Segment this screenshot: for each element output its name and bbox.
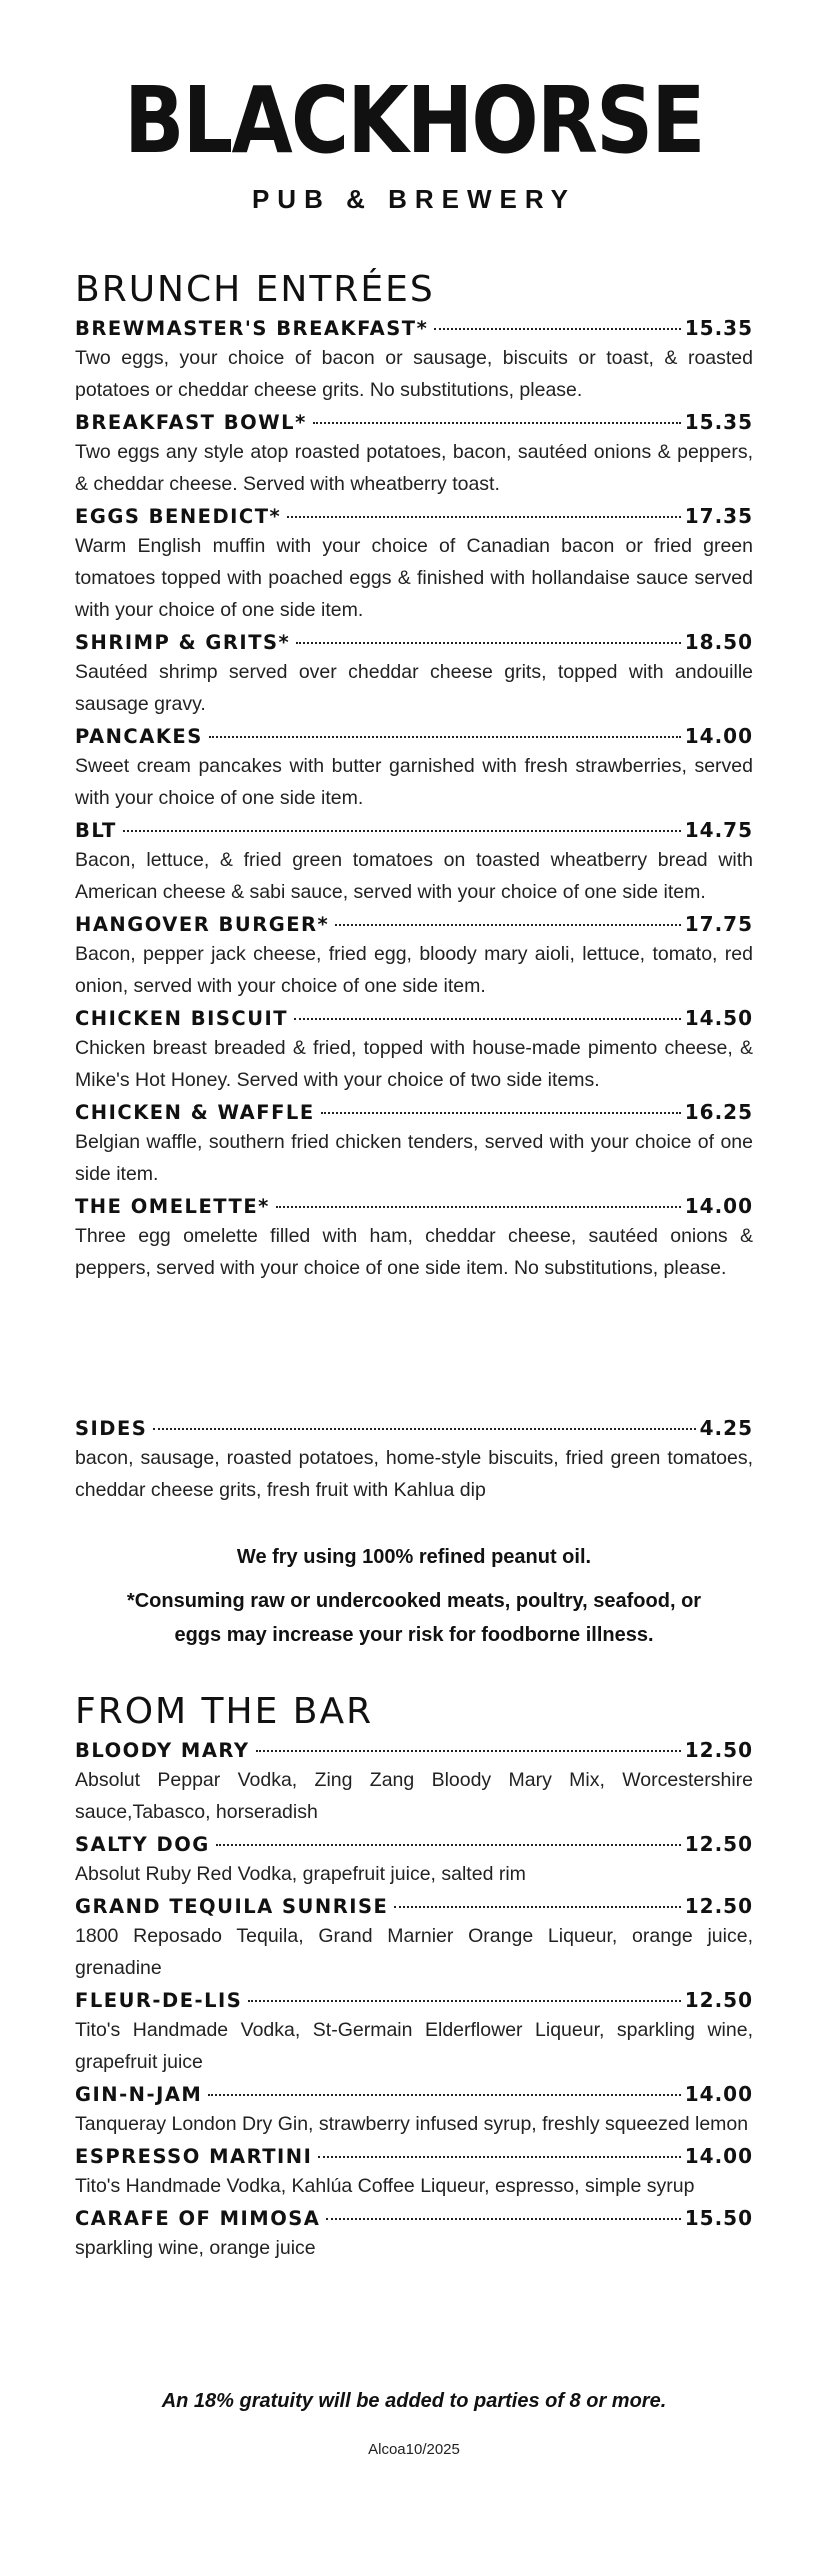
menu-item-name: BREAKFAST BOWL* bbox=[75, 411, 307, 434]
menu-item bbox=[75, 722, 753, 814]
bar-title: FROM THE BAR bbox=[75, 1691, 374, 1732]
menu-item bbox=[75, 2080, 753, 2140]
dot-leader bbox=[287, 516, 680, 518]
menu-item-name: ESPRESSO MARTINI bbox=[75, 2145, 313, 2168]
menu-item bbox=[75, 1192, 753, 1284]
menu-item-header bbox=[75, 1830, 753, 1858]
menu-item-description: Tanqueray London Dry Gin, strawberry infused syrup, freshly squeezed lemon bbox=[75, 2113, 749, 2135]
dot-leader bbox=[434, 328, 680, 330]
menu-item-description: Tito's Handmade Vodka, Kahlúa Coffee Liqueur, espresso, simple syrup bbox=[75, 2175, 695, 2197]
menu-item-price: 15.35 bbox=[684, 410, 753, 434]
sides-price: 4.25 bbox=[699, 1416, 753, 1440]
menu-item bbox=[75, 1892, 753, 1984]
menu-item-price: 14.50 bbox=[684, 1006, 753, 1030]
menu-item-description: Chicken breast breaded & fried, topped with house-made pimento cheese, & Mike's Hot Honey. Served with your choice of two side items. bbox=[75, 1037, 753, 1091]
menu-item-description: Belgian waffle, southern fried chicken tenders, served with your choice of one side item. bbox=[75, 1131, 753, 1185]
dot-leader bbox=[153, 1428, 695, 1430]
dot-leader bbox=[394, 1906, 680, 1908]
menu-item-price: 12.50 bbox=[684, 1832, 753, 1856]
menu-item-name: CHICKEN & WAFFLE bbox=[75, 1101, 315, 1124]
menu-code: Alcoa10/2025 bbox=[368, 2441, 460, 2458]
menu-item bbox=[75, 502, 753, 626]
dot-leader bbox=[296, 642, 681, 644]
menu-item bbox=[75, 816, 753, 908]
menu-item-header bbox=[75, 1004, 753, 1032]
dot-leader bbox=[216, 1844, 681, 1846]
logo-wordmark: BLACKHORSE bbox=[124, 67, 704, 174]
bar-section bbox=[75, 1688, 753, 2266]
menu-item-header bbox=[75, 2080, 753, 2108]
menu-item bbox=[75, 2142, 753, 2202]
footer bbox=[75, 2390, 753, 2458]
menu-item-description: Bacon, pepper jack cheese, fried egg, bloody mary aioli, lettuce, tomato, red onion, served with your choice of one side item. bbox=[75, 943, 753, 997]
menu-item-description: sparkling wine, orange juice bbox=[75, 2237, 316, 2259]
menu-item-description: Sautéed shrimp served over cheddar cheese grits, topped with andouille sausage gravy. bbox=[75, 661, 753, 715]
menu-item-name: GRAND TEQUILA SUNRISE bbox=[75, 1895, 389, 1918]
menu-item-name: FLEUR-DE-LIS bbox=[75, 1989, 243, 2012]
dot-leader bbox=[313, 422, 681, 424]
menu-item-price: 12.50 bbox=[684, 1894, 753, 1918]
brunch-section bbox=[75, 266, 753, 1286]
menu-item-header bbox=[75, 816, 753, 844]
logo-subtitle: PUB & BREWERY bbox=[251, 184, 577, 214]
dot-leader bbox=[335, 924, 680, 926]
dot-leader bbox=[208, 2094, 680, 2096]
menu-item-header bbox=[75, 2204, 753, 2232]
menu-item bbox=[75, 1098, 753, 1190]
menu-item-header bbox=[75, 628, 753, 656]
menu-item-header bbox=[75, 1736, 753, 1764]
dot-leader bbox=[256, 1750, 681, 1752]
notes-section bbox=[75, 1540, 753, 1652]
menu-item-header bbox=[75, 1192, 753, 1220]
dot-leader bbox=[209, 736, 681, 738]
peanut-oil-note: We fry using 100% refined peanut oil. bbox=[236, 1546, 592, 1568]
menu-item-description: Absolut Ruby Red Vodka, grapefruit juice, salted rim bbox=[75, 1863, 526, 1885]
menu-item-price: 17.35 bbox=[684, 504, 753, 528]
menu-item-price: 18.50 bbox=[684, 630, 753, 654]
menu-item-name: BLT bbox=[75, 819, 117, 842]
menu-item-name: EGGS BENEDICT* bbox=[75, 505, 282, 528]
menu-item-name: SHRIMP & GRITS* bbox=[75, 631, 291, 654]
menu-item-header bbox=[75, 722, 753, 750]
sides-header bbox=[75, 1414, 753, 1442]
menu-item bbox=[75, 1736, 753, 1828]
menu-item-description: Bacon, lettuce, & fried green tomatoes on toasted wheatberry bread with American cheese & sabi sauce, served with your choice of one side item. bbox=[75, 849, 753, 903]
bar-item-list bbox=[75, 1736, 753, 2264]
menu-item-name: HANGOVER BURGER* bbox=[75, 913, 330, 936]
menu-item bbox=[75, 628, 753, 720]
dot-leader bbox=[326, 2218, 680, 2220]
menu-item-name: CARAFE OF MIMOSA bbox=[75, 2207, 321, 2230]
menu-item-price: 17.75 bbox=[684, 912, 753, 936]
menu-item-price: 14.75 bbox=[684, 818, 753, 842]
menu-item-description: Tito's Handmade Vodka, St-Germain Elderflower Liqueur, sparkling wine, grapefruit juice bbox=[75, 2019, 753, 2073]
brunch-item-list bbox=[75, 314, 753, 1284]
menu-item-header bbox=[75, 1986, 753, 2014]
menu-item-name: SALTY DOG bbox=[75, 1833, 210, 1856]
dot-leader bbox=[248, 2000, 680, 2002]
sides-name: SIDES bbox=[75, 1417, 148, 1440]
brunch-title: BRUNCH ENTRÉES bbox=[75, 269, 435, 310]
menu-item-header bbox=[75, 1098, 753, 1126]
menu-item-description: 1800 Reposado Tequila, Grand Marnier Orange Liqueur, orange juice, grenadine bbox=[75, 1925, 753, 1979]
menu-item-name: THE OMELETTE* bbox=[75, 1195, 270, 1218]
sides-section bbox=[75, 1414, 753, 1508]
menu-item-name: PANCAKES bbox=[75, 725, 203, 748]
menu-item-name: BREWMASTER'S BREAKFAST* bbox=[75, 317, 429, 340]
menu-item-header bbox=[75, 1892, 753, 1920]
dot-leader bbox=[294, 1018, 681, 1020]
menu-item-description: Three egg omelette filled with ham, cheddar cheese, sautéed onions & peppers, served with your choice of one side item. No substitutions, please. bbox=[75, 1225, 753, 1279]
menu-item-price: 12.50 bbox=[684, 1988, 753, 2012]
consumer-advisory: *Consuming raw or undercooked meats, poultry, seafood, or eggs may increase your risk for foodborne illness. bbox=[126, 1590, 702, 1646]
menu-item bbox=[75, 1830, 753, 1890]
dot-leader bbox=[276, 1206, 681, 1208]
menu-item-price: 14.00 bbox=[684, 1194, 753, 1218]
menu-item-name: CHICKEN BISCUIT bbox=[75, 1007, 289, 1030]
menu-item-name: GIN-N-JAM bbox=[75, 2083, 203, 2106]
menu-item bbox=[75, 408, 753, 500]
menu-item-description: Absolut Peppar Vodka, Zing Zang Bloody Mary Mix, Worcestershire sauce,Tabasco, horseradish bbox=[75, 1769, 753, 1823]
menu-item-header bbox=[75, 408, 753, 436]
menu-item-name: BLOODY MARY bbox=[75, 1739, 250, 1762]
sides-item bbox=[75, 1414, 753, 1506]
menu-item-header bbox=[75, 2142, 753, 2170]
dot-leader bbox=[123, 830, 681, 832]
menu-item-price: 15.35 bbox=[684, 316, 753, 340]
menu-item-description: Warm English muffin with your choice of Canadian bacon or fried green tomatoes topped with poached eggs & finished with hollandaise sauce served with your choice of one side item. bbox=[75, 535, 753, 621]
menu-item bbox=[75, 2204, 753, 2264]
dot-leader bbox=[321, 1112, 681, 1114]
dot-leader bbox=[318, 2156, 680, 2158]
menu-item-description: Sweet cream pancakes with butter garnished with fresh strawberries, served with your choice of one side item. bbox=[75, 755, 753, 809]
menu-item bbox=[75, 314, 753, 406]
menu-item-price: 14.00 bbox=[684, 724, 753, 748]
menu-item-header bbox=[75, 502, 753, 530]
menu-item-header bbox=[75, 910, 753, 938]
gratuity-note: An 18% gratuity will be added to parties of 8 or more. bbox=[161, 2390, 667, 2412]
menu-item-header bbox=[75, 314, 753, 342]
menu-item-price: 14.00 bbox=[684, 2144, 753, 2168]
menu-item bbox=[75, 1004, 753, 1096]
menu-item-description: Two eggs any style atop roasted potatoes, bacon, sautéed onions & peppers, & cheddar cheese. Served with wheatberry toast. bbox=[75, 441, 753, 495]
menu-item bbox=[75, 1986, 753, 2078]
menu-item-price: 14.00 bbox=[684, 2082, 753, 2106]
menu-item-price: 15.50 bbox=[684, 2206, 753, 2230]
sides-description: bacon, sausage, roasted potatoes, home-style biscuits, fried green tomatoes, cheddar cheese grits, fresh fruit with Kahlua dip bbox=[75, 1447, 753, 1501]
logo bbox=[0, 0, 828, 215]
menu-item-description: Two eggs, your choice of bacon or sausage, biscuits or toast, & roasted potatoes or cheddar cheese grits. No substitutions, please. bbox=[75, 347, 753, 401]
menu-item-price: 16.25 bbox=[684, 1100, 753, 1124]
menu-item bbox=[75, 910, 753, 1002]
menu-item-price: 12.50 bbox=[684, 1738, 753, 1762]
